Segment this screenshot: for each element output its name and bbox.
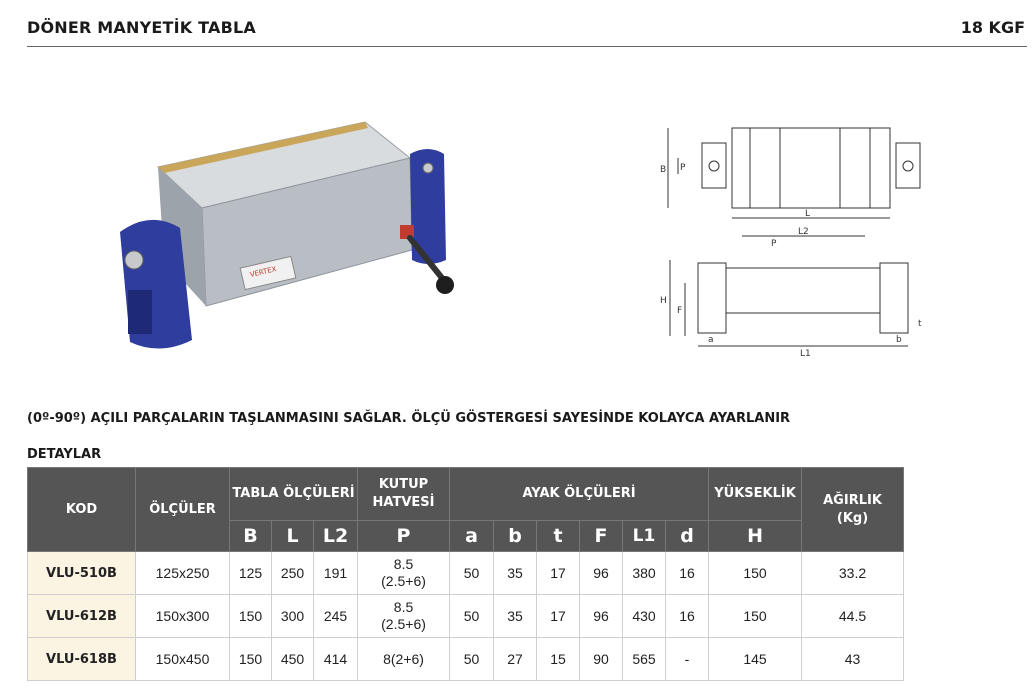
- cell-olculer: 150x450: [136, 638, 230, 681]
- cell-L: 250: [272, 552, 314, 595]
- dim-H: H: [660, 296, 667, 306]
- cell-P-line1: 8(2+6): [383, 650, 424, 667]
- subheader-B: B: [230, 521, 272, 552]
- page-title: DÖNER MANYETİK TABLA: [27, 18, 256, 37]
- cell-d: 16: [666, 595, 709, 638]
- cell-H: 150: [709, 552, 802, 595]
- cell-t: 17: [537, 595, 580, 638]
- cell-a: 50: [450, 638, 494, 681]
- cell-b: 35: [494, 552, 537, 595]
- cell-F: 96: [580, 552, 623, 595]
- table-row: [28, 638, 904, 681]
- table-row: [28, 595, 904, 638]
- header-agirlik: [802, 468, 904, 552]
- table-row: [28, 552, 904, 595]
- dim-b: b: [896, 335, 902, 345]
- cell-P-line2: (2.5+6): [381, 573, 426, 589]
- cell-d: -: [666, 638, 709, 681]
- dim-L: L: [805, 209, 811, 219]
- header-divider: [27, 46, 1027, 47]
- product-photo: [110, 110, 480, 360]
- dim-L1: L1: [800, 349, 811, 358]
- cell-P: [358, 595, 450, 638]
- cell-P: [358, 552, 450, 595]
- header-tabla: TABLA ÖLÇÜLERİ: [230, 468, 358, 521]
- subheader-b: b: [494, 521, 537, 552]
- subheader-H: H: [709, 521, 802, 552]
- cell-L: 450: [272, 638, 314, 681]
- cell-H: 150: [709, 595, 802, 638]
- cell-a: 50: [450, 552, 494, 595]
- cell-kg: 43: [802, 638, 904, 681]
- cell-a: 50: [450, 595, 494, 638]
- cell-olculer: 150x300: [136, 595, 230, 638]
- subheader-L2: L2: [314, 521, 358, 552]
- dim-a: a: [708, 335, 714, 345]
- subheader-d: d: [666, 521, 709, 552]
- cell-B: 150: [230, 595, 272, 638]
- brand-label: VERTEX: [249, 265, 278, 279]
- header-yukseklik: YÜKSEKLİK: [709, 468, 802, 521]
- dim-F: F: [677, 306, 683, 316]
- cell-kod: VLU-618B: [28, 638, 136, 681]
- cell-H: 145: [709, 638, 802, 681]
- cell-kod: VLU-510B: [28, 552, 136, 595]
- cell-L: 300: [272, 595, 314, 638]
- cell-t: 15: [537, 638, 580, 681]
- dim-B: B: [660, 165, 667, 175]
- header-kod: KOD: [28, 468, 136, 552]
- cell-L2: 414: [314, 638, 358, 681]
- header-agirlik-line1: AĞIRLIK: [823, 492, 882, 508]
- header-olculer: ÖLÇÜLER: [136, 468, 230, 552]
- cell-t: 17: [537, 552, 580, 595]
- cell-F: 96: [580, 595, 623, 638]
- spec-table: [27, 467, 904, 681]
- cell-L1: 380: [623, 552, 666, 595]
- cell-F: 90: [580, 638, 623, 681]
- header-ayak: AYAK ÖLÇÜLERİ: [450, 468, 709, 521]
- header-kutup: KUTUP HATVESİ: [358, 468, 450, 521]
- cell-P-line2: (2.5+6): [381, 616, 426, 632]
- details-heading: DETAYLAR: [27, 447, 102, 462]
- cell-B: 150: [230, 638, 272, 681]
- cell-d: 16: [666, 552, 709, 595]
- cell-P-line1: 8.5: [393, 599, 414, 615]
- cell-L2: 191: [314, 552, 358, 595]
- subheader-F: F: [580, 521, 623, 552]
- dim-P-mid: P: [771, 239, 777, 249]
- subheader-a: a: [450, 521, 494, 552]
- holding-force: 18 KGF: [960, 18, 1025, 37]
- cell-olculer: 125x250: [136, 552, 230, 595]
- subheader-L: L: [272, 521, 314, 552]
- cell-L1: 430: [623, 595, 666, 638]
- header-agirlik-line2: (Kg): [836, 510, 869, 526]
- cell-B: 125: [230, 552, 272, 595]
- cell-kg: 44.5: [802, 595, 904, 638]
- cell-P-line1: 8.5: [393, 556, 414, 572]
- cell-b: 27: [494, 638, 537, 681]
- subheader-t: t: [537, 521, 580, 552]
- cell-L1: 565: [623, 638, 666, 681]
- dim-t: t: [918, 319, 922, 329]
- cell-L2: 245: [314, 595, 358, 638]
- technical-drawing: [650, 118, 950, 358]
- cell-P: [358, 638, 450, 681]
- subheader-L1: L1: [623, 521, 666, 552]
- cell-b: 35: [494, 595, 537, 638]
- cell-kod: VLU-612B: [28, 595, 136, 638]
- cell-kg: 33.2: [802, 552, 904, 595]
- product-description: (0º-90º) AÇILI PARÇALARIN TAŞLANMASINI SAĞLAR. ÖLÇÜ GÖSTERGESİ SAYESİNDE KOLAYCA AYARLANIR: [27, 411, 791, 426]
- subheader-P: P: [358, 521, 450, 552]
- dim-P-top: P: [680, 163, 686, 173]
- dim-L2: L2: [798, 227, 809, 237]
